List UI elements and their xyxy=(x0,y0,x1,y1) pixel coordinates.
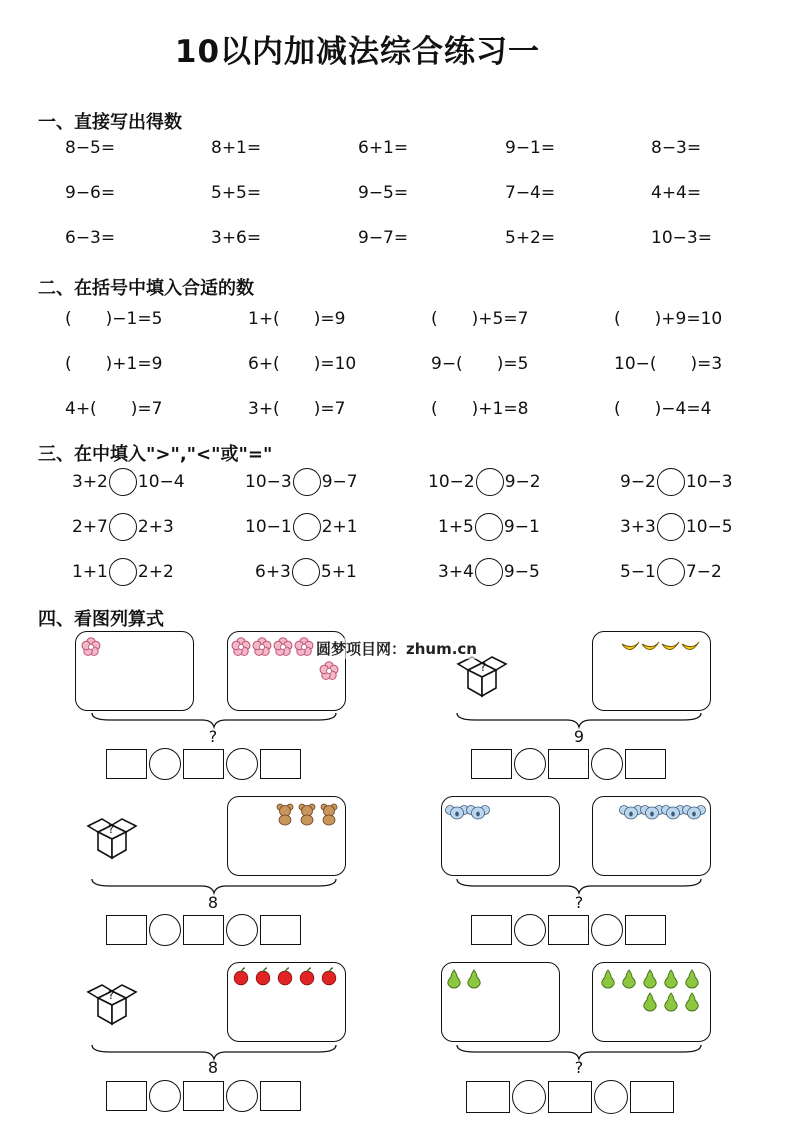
answer-circle[interactable] xyxy=(226,748,258,780)
p3-right: 10−5 xyxy=(685,517,733,537)
koala-icon xyxy=(446,806,469,820)
answer-box[interactable] xyxy=(471,915,512,945)
koala-icons xyxy=(441,796,711,836)
p3-right: 9−5 xyxy=(503,562,540,582)
answer-box[interactable] xyxy=(471,749,512,779)
answer-row xyxy=(106,748,301,780)
banana-icon xyxy=(682,642,699,650)
answer-box[interactable] xyxy=(260,1081,301,1111)
p3-left: 5−1 xyxy=(620,562,656,582)
answer-box[interactable] xyxy=(548,1081,592,1113)
compare-circle[interactable] xyxy=(657,468,685,496)
section-2-heading: 二、在括号中填入合适的数 xyxy=(38,278,254,299)
p3-right: 10−4 xyxy=(137,472,185,492)
p3-left: 3+2 xyxy=(72,472,108,492)
section-4-heading: 四、看图列算式 xyxy=(38,609,164,630)
compare-circle[interactable] xyxy=(292,558,320,586)
answer-circle[interactable] xyxy=(149,1080,181,1112)
p3-compare xyxy=(72,558,174,586)
banana-icon xyxy=(622,642,639,650)
compare-circle[interactable] xyxy=(109,558,137,586)
pear-icon xyxy=(644,993,656,1011)
apple-icon xyxy=(300,968,314,985)
flower-icon xyxy=(295,638,313,656)
compare-circle[interactable] xyxy=(475,558,503,586)
koala-icon xyxy=(662,806,685,820)
answer-row xyxy=(471,914,666,946)
compare-circle[interactable] xyxy=(657,513,685,541)
pear-icon xyxy=(448,970,460,988)
answer-circle[interactable] xyxy=(226,1080,258,1112)
p3-right: 5+1 xyxy=(320,562,357,582)
p3-left: 10−2 xyxy=(428,472,475,492)
p1-item: 5+5= xyxy=(211,183,262,203)
bear-icon xyxy=(321,804,337,825)
total-label: 8 xyxy=(207,893,219,912)
answer-row xyxy=(466,1080,674,1114)
p3-left: 3+3 xyxy=(620,517,656,537)
p3-compare xyxy=(620,558,722,586)
p3-compare xyxy=(438,558,540,586)
p1-item: 5+2= xyxy=(505,228,556,248)
apple-icon xyxy=(278,968,292,985)
p3-compare xyxy=(255,558,357,586)
p3-right: 2+1 xyxy=(321,517,358,537)
pear-icon xyxy=(623,970,635,988)
p3-left: 2+7 xyxy=(72,517,108,537)
p1-item: 6−3= xyxy=(65,228,116,248)
compare-circle[interactable] xyxy=(109,513,137,541)
answer-box[interactable] xyxy=(183,915,224,945)
total-label: ? xyxy=(574,1058,584,1077)
watermark: 圆梦项目网：zhum.cn xyxy=(316,640,477,658)
apple-icon xyxy=(322,968,336,985)
flower-icon xyxy=(232,638,250,656)
p3-right: 7−2 xyxy=(685,562,722,582)
apple-icons xyxy=(227,962,344,1002)
section-1-heading: 一、直接写出得数 xyxy=(38,112,182,133)
p3-right: 2+2 xyxy=(137,562,174,582)
p2-item[interactable]: ( )+5=7 xyxy=(431,309,529,329)
answer-circle[interactable] xyxy=(149,914,181,946)
answer-box[interactable] xyxy=(183,1081,224,1111)
flower-icon xyxy=(82,638,100,656)
pear-icon xyxy=(686,993,698,1011)
compare-circle[interactable] xyxy=(657,558,685,586)
pear-icon xyxy=(468,970,480,988)
bear-icon xyxy=(277,804,293,825)
p1-item: 9−7= xyxy=(358,228,409,248)
total-label: ? xyxy=(574,893,584,912)
pear-icon xyxy=(665,970,677,988)
flower-icon xyxy=(274,638,292,656)
p1-item: 4+4= xyxy=(651,183,702,203)
p3-compare xyxy=(72,513,174,541)
p2-item[interactable]: ( )+1=9 xyxy=(65,354,163,374)
box-question-mark: ? xyxy=(108,822,115,836)
section-3-heading: 三、在中填入">","<"或"=" xyxy=(38,444,273,465)
answer-circle[interactable] xyxy=(591,748,623,780)
p3-right: 9−7 xyxy=(321,472,358,492)
box-question-mark: ? xyxy=(480,660,487,674)
p1-item: 8−3= xyxy=(651,138,702,158)
flower-icons xyxy=(75,631,355,691)
p1-item: 9−1= xyxy=(505,138,556,158)
p3-left: 1+1 xyxy=(72,562,108,582)
answer-circle[interactable] xyxy=(514,914,546,946)
p2-item[interactable]: 10−( )=3 xyxy=(614,354,723,374)
answer-box[interactable] xyxy=(260,749,301,779)
koala-icon xyxy=(620,806,643,820)
koala-icon xyxy=(683,806,706,820)
p3-compare xyxy=(245,468,358,496)
answer-box[interactable] xyxy=(625,749,666,779)
pear-icon xyxy=(602,970,614,988)
koala-icon xyxy=(641,806,664,820)
mystery-box-icon xyxy=(76,970,156,1034)
answer-row xyxy=(106,914,301,946)
p1-item: 7−4= xyxy=(505,183,556,203)
answer-circle[interactable] xyxy=(594,1080,628,1114)
p3-compare xyxy=(620,513,733,541)
p2-item[interactable]: ( )−1=5 xyxy=(65,309,163,329)
p3-left: 10−1 xyxy=(245,517,292,537)
p3-compare xyxy=(438,513,540,541)
answer-circle[interactable] xyxy=(512,1080,546,1114)
answer-row xyxy=(106,1080,301,1112)
compare-circle[interactable] xyxy=(293,513,321,541)
answer-box[interactable] xyxy=(630,1081,674,1113)
flower-icon xyxy=(253,638,271,656)
p2-item[interactable]: 9−( )=5 xyxy=(431,354,529,374)
koala-icon xyxy=(467,806,490,820)
answer-box[interactable] xyxy=(183,749,224,779)
answer-box[interactable] xyxy=(260,915,301,945)
answer-box[interactable] xyxy=(466,1081,510,1113)
bear-icon xyxy=(299,804,315,825)
pear-icon xyxy=(665,993,677,1011)
pear-icon xyxy=(686,970,698,988)
p3-compare xyxy=(620,468,733,496)
p1-item: 3+6= xyxy=(211,228,262,248)
p1-item: 8+1= xyxy=(211,138,262,158)
compare-circle[interactable] xyxy=(475,513,503,541)
p3-compare xyxy=(245,513,358,541)
total-label: 8 xyxy=(207,1058,219,1077)
p3-left: 6+3 xyxy=(255,562,291,582)
pear-icons xyxy=(441,962,711,1022)
box-question-mark: ? xyxy=(108,988,115,1002)
compare-circle[interactable] xyxy=(293,468,321,496)
compare-circle[interactable] xyxy=(476,468,504,496)
p3-compare xyxy=(428,468,541,496)
answer-box[interactable] xyxy=(625,915,666,945)
p3-left: 9−2 xyxy=(620,472,656,492)
p1-item: 6+1= xyxy=(358,138,409,158)
answer-box[interactable] xyxy=(548,915,589,945)
p2-item[interactable]: 1+( )=9 xyxy=(248,309,346,329)
page-title: 10以内加减法综合练习一 xyxy=(174,34,541,70)
answer-circle[interactable] xyxy=(149,748,181,780)
answer-box[interactable] xyxy=(106,915,147,945)
answer-row xyxy=(471,748,666,780)
p1-item: 9−6= xyxy=(65,183,116,203)
p3-left: 10−3 xyxy=(245,472,292,492)
p2-item[interactable]: 6+( )=10 xyxy=(248,354,357,374)
p2-item[interactable]: ( )−4=4 xyxy=(614,399,712,419)
p2-item[interactable]: ( )+9=10 xyxy=(614,309,723,329)
answer-circle[interactable] xyxy=(514,748,546,780)
answer-box[interactable] xyxy=(548,749,589,779)
answer-box[interactable] xyxy=(106,1081,147,1111)
answer-box[interactable] xyxy=(106,749,147,779)
banana-icon xyxy=(662,642,679,650)
answer-circle[interactable] xyxy=(226,914,258,946)
apple-icon xyxy=(234,968,248,985)
apple-icon xyxy=(256,968,270,985)
p1-item: 9−5= xyxy=(358,183,409,203)
p2-item[interactable]: 3+( )=7 xyxy=(248,399,346,419)
p1-item: 8−5= xyxy=(65,138,116,158)
p2-item[interactable]: 4+( )=7 xyxy=(65,399,163,419)
p3-compare xyxy=(72,468,185,496)
p2-item[interactable]: ( )+1=8 xyxy=(431,399,529,419)
p3-right: 2+3 xyxy=(137,517,174,537)
bear-icons xyxy=(227,796,344,836)
p3-right: 10−3 xyxy=(685,472,733,492)
p3-left: 3+4 xyxy=(438,562,474,582)
total-label: ? xyxy=(208,727,218,746)
answer-circle[interactable] xyxy=(591,914,623,946)
flower-icon xyxy=(320,662,338,680)
compare-circle[interactable] xyxy=(109,468,137,496)
p3-right: 9−1 xyxy=(503,517,540,537)
p3-right: 9−2 xyxy=(504,472,541,492)
p3-left: 1+5 xyxy=(438,517,474,537)
mystery-box-icon xyxy=(76,804,156,868)
total-label: 9 xyxy=(573,727,585,746)
p1-item: 10−3= xyxy=(651,228,712,248)
banana-icon xyxy=(642,642,659,650)
banana-icons xyxy=(592,631,709,671)
pear-icon xyxy=(644,970,656,988)
